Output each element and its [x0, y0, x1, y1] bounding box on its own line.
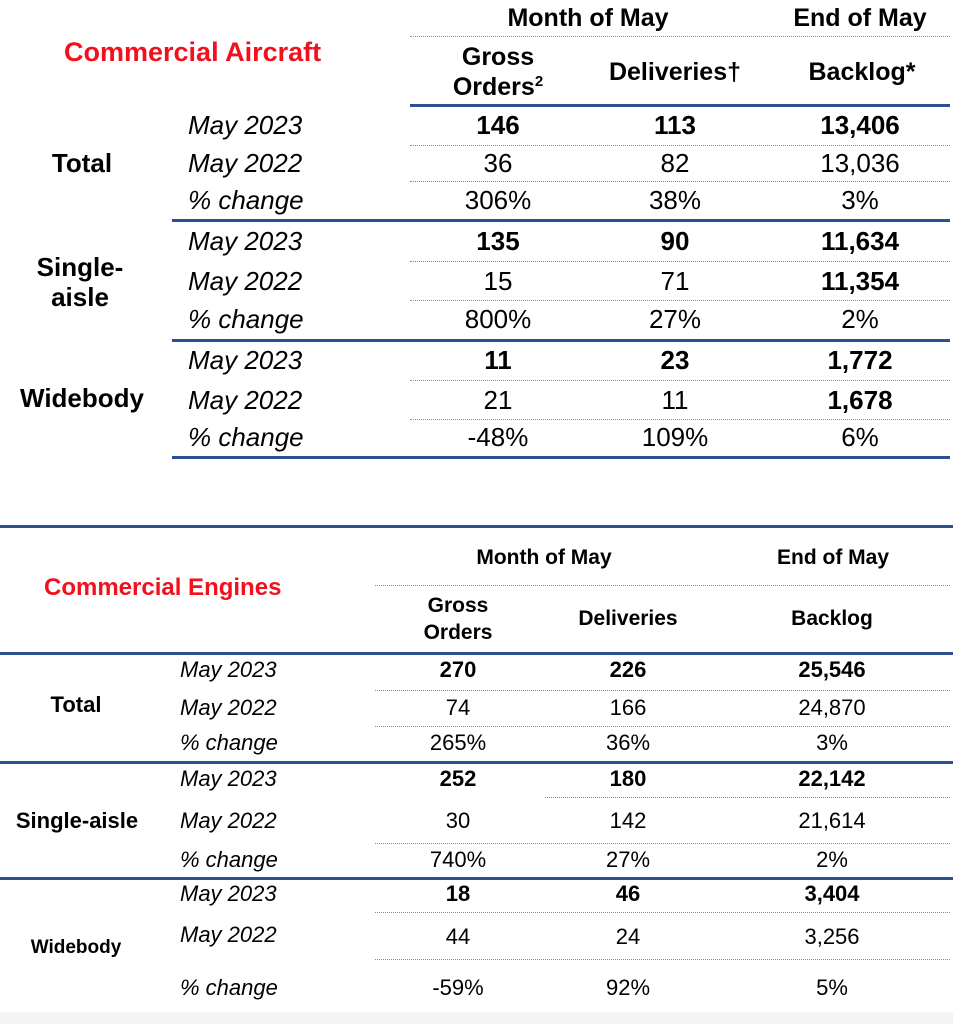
aircraft-group-label-single-aisle-1: Single- [36, 252, 124, 282]
aircraft-cell-gross: 36 [483, 148, 513, 178]
aircraft-table-title: Commercial Aircraft [64, 37, 322, 67]
engines-cell-backlog: 3,256 [804, 924, 860, 949]
aircraft-cell-backlog: 2% [841, 304, 879, 334]
engines-cell-gross: 265% [429, 730, 487, 755]
engines-cell-gross: 30 [445, 808, 471, 833]
aircraft-row-divider [410, 181, 950, 182]
engines-row-divider [375, 843, 950, 844]
engines-cell-deliveries: 166 [609, 695, 647, 720]
engines-cell-gross: 74 [445, 695, 471, 720]
engines-cell-deliveries: 27% [605, 847, 651, 872]
engines-cell-backlog: 22,142 [798, 766, 866, 791]
engines-cell-backlog: 21,614 [798, 808, 866, 833]
aircraft-group-rule [172, 219, 950, 222]
aircraft-cell-gross: 800% [464, 304, 532, 334]
aircraft-cell-deliveries: 109% [641, 422, 709, 452]
engines-cell-deliveries: 46 [615, 881, 641, 906]
aircraft-row-period: May 2023 [188, 110, 303, 140]
aircraft-cell-deliveries: 71 [660, 266, 690, 296]
aircraft-row-divider [410, 261, 950, 262]
aircraft-row-period: % change [188, 422, 304, 452]
aircraft-cell-backlog: 11,354 [820, 266, 900, 296]
aircraft-group-rule [172, 339, 950, 342]
engines-cell-gross: 252 [439, 766, 477, 791]
aircraft-cell-deliveries: 27% [648, 304, 702, 334]
engines-group-rule [0, 877, 953, 880]
engines-group-rule [0, 761, 953, 764]
aircraft-col-deliveries: Deliveries† [608, 58, 742, 86]
aircraft-header-month-of-may: Month of May [507, 4, 669, 32]
aircraft-row-divider [410, 145, 950, 146]
engines-col-gross-line1: Gross [427, 594, 489, 617]
aircraft-cell-backlog: 13,036 [820, 148, 900, 178]
aircraft-cell-deliveries: 38% [648, 185, 702, 215]
aircraft-cell-gross: 11 [484, 345, 512, 375]
aircraft-row-period: % change [188, 304, 304, 334]
engines-cell-backlog: 24,870 [798, 695, 866, 720]
engines-cell-backlog: 25,546 [798, 657, 866, 682]
aircraft-header-divider [410, 36, 950, 37]
engines-row-divider [375, 912, 950, 913]
aircraft-bottom-rule [172, 456, 950, 459]
aircraft-cell-backlog: 3% [841, 185, 879, 215]
aircraft-row-period: % change [188, 185, 304, 215]
aircraft-cell-gross: 135 [476, 226, 520, 256]
page-bottom-strip [0, 1012, 953, 1024]
engines-row-divider [545, 797, 950, 798]
aircraft-group-label-total: Total [51, 148, 113, 178]
aircraft-col-gross-line1: Gross [461, 43, 535, 71]
engines-row-divider [375, 726, 950, 727]
aircraft-cell-gross: 21 [483, 385, 513, 415]
engines-cell-backlog: 3,404 [804, 881, 860, 906]
aircraft-row-period: May 2022 [188, 385, 303, 415]
aircraft-group-label-single-aisle-2: aisle [51, 282, 109, 312]
engines-cell-gross: 740% [429, 847, 487, 872]
engines-top-rule [0, 525, 953, 528]
engines-row-divider [375, 959, 950, 960]
engines-row-period: May 2022 [180, 808, 277, 833]
aircraft-row-divider [410, 419, 950, 420]
aircraft-cell-deliveries: 113 [654, 110, 696, 140]
aircraft-row-period: May 2023 [188, 345, 303, 375]
engines-header-rule [0, 652, 953, 655]
aircraft-row-divider [410, 380, 950, 381]
engines-group-label-widebody: Widebody [30, 937, 122, 958]
aircraft-cell-gross: 15 [483, 266, 513, 296]
aircraft-cell-backlog: 6% [841, 422, 879, 452]
engines-cell-deliveries: 226 [609, 657, 647, 682]
engines-row-period: May 2023 [180, 881, 277, 906]
aircraft-cell-backlog: 11,634 [820, 226, 900, 256]
engines-cell-backlog: 2% [816, 847, 848, 872]
aircraft-cell-deliveries: 90 [660, 226, 690, 256]
engines-row-period: May 2022 [180, 922, 277, 947]
engines-header-end-of-may: End of May [776, 546, 890, 569]
engines-cell-deliveries: 142 [609, 808, 647, 833]
engines-row-period: % change [180, 847, 278, 872]
aircraft-row-divider [410, 300, 950, 301]
engines-row-period: May 2023 [180, 766, 277, 791]
engines-cell-deliveries: 180 [609, 766, 647, 791]
aircraft-cell-backlog: 1,678 [827, 385, 893, 415]
aircraft-cell-gross: -48% [467, 422, 529, 452]
engines-row-period: May 2022 [180, 695, 277, 720]
aircraft-cell-deliveries: 82 [660, 148, 690, 178]
engines-col-backlog: Backlog [791, 607, 873, 630]
engines-cell-gross: 270 [439, 657, 477, 682]
engines-cell-gross: 18 [445, 881, 471, 906]
engines-cell-deliveries: 36% [605, 730, 651, 755]
aircraft-row-period: May 2022 [188, 266, 303, 296]
engines-row-divider [375, 690, 950, 691]
aircraft-group-label-widebody: Widebody [20, 383, 144, 413]
engines-col-deliveries: Deliveries [578, 607, 678, 630]
aircraft-header-end-of-may: End of May [793, 4, 927, 32]
engines-cell-backlog: 5% [816, 975, 848, 1000]
engines-group-label-single-aisle: Single-aisle [15, 808, 139, 833]
engines-header-divider [375, 585, 950, 586]
engines-col-gross-line2: Orders [423, 621, 493, 644]
aircraft-col-backlog: Backlog* [808, 58, 916, 86]
engines-row-period: % change [180, 975, 278, 1000]
aircraft-cell-gross: 146 [476, 110, 520, 140]
engines-group-label-total: Total [50, 692, 102, 717]
engines-cell-deliveries: 24 [615, 924, 641, 949]
engines-cell-backlog: 3% [816, 730, 848, 755]
engines-table-title: Commercial Engines [44, 574, 282, 601]
aircraft-cell-backlog: 1,772 [827, 345, 893, 375]
engines-row-period: % change [180, 730, 278, 755]
aircraft-row-period: May 2022 [188, 148, 303, 178]
aircraft-header-rule [410, 104, 950, 107]
aircraft-col-gross-line2: Orders$^2$ [452, 73, 544, 101]
aircraft-cell-deliveries: 23 [660, 345, 690, 375]
engines-cell-deliveries: 92% [605, 975, 651, 1000]
aircraft-cell-backlog: 13,406 [820, 110, 900, 140]
engines-cell-gross: -59% [432, 975, 484, 1000]
aircraft-cell-gross: 306% [464, 185, 532, 215]
aircraft-row-period: May 2023 [188, 226, 303, 256]
aircraft-cell-deliveries: 11 [661, 385, 689, 415]
engines-header-month-of-may: Month of May [476, 546, 612, 569]
engines-cell-gross: 44 [445, 924, 471, 949]
engines-row-period: May 2023 [180, 657, 277, 682]
